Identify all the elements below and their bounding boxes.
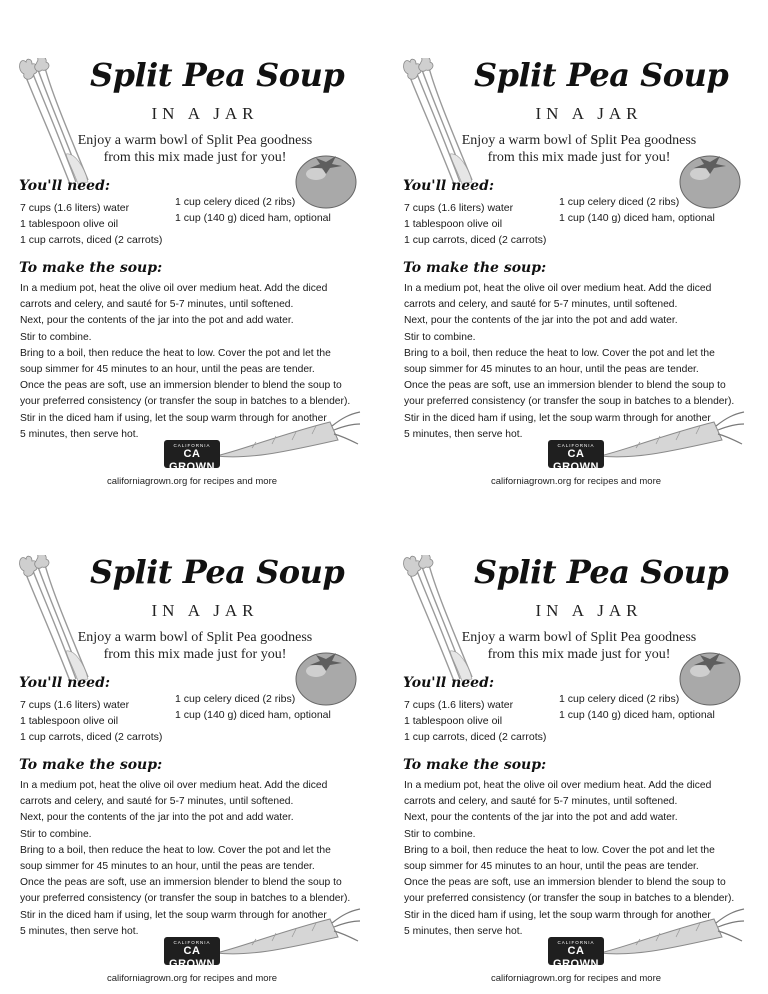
ingredients-heading: You'll need: [19, 675, 111, 691]
instruction-line: carrots and celery, and sauté for 5-7 minutes, until softened. [20, 796, 294, 808]
tagline-line-1: Enjoy a warm bowl of Split Pea goodness [461, 133, 697, 148]
tagline-line-2: from this mix made just for you! [103, 647, 287, 662]
instruction-line: your preferred consistency (or transfer the soup in batches to a blender). [404, 396, 735, 408]
instruction-line: Bring to a boil, then reduce the heat to low. Cover the pot and let the [404, 347, 715, 359]
tagline [424, 629, 734, 663]
instruction-line: Next, pour the contents of the jar into the pot and add water. [20, 315, 294, 327]
recipe-title: Split Pea Soup [90, 56, 345, 94]
ingredients-list-left [404, 697, 546, 745]
instruction-line: Bring to a boil, then reduce the heat to low. Cover the pot and let the [20, 844, 331, 856]
recipe-subtitle: IN A JAR [151, 601, 259, 620]
badge-main-text: CA GROWN [169, 945, 215, 970]
instruction-line: In a medium pot, heat the olive oil over medium heat. Add the diced [404, 283, 712, 294]
instructions-list [20, 281, 365, 443]
instruction-line: 5 minutes, then serve hot. [404, 428, 523, 440]
ingredients-list-right [175, 691, 331, 723]
ingredient-item: 1 tablespoon olive oil [20, 715, 119, 727]
instructions-list [404, 778, 749, 940]
instruction-line: Stir in the diced ham if using, let the soup warm through for another [20, 412, 327, 424]
ca-grown-logo [164, 440, 220, 473]
ingredients-list-left [20, 200, 162, 248]
instruction-line: Bring to a boil, then reduce the heat to low. Cover the pot and let the [20, 347, 331, 359]
instruction-line: Next, pour the contents of the jar into the pot and add water. [404, 315, 678, 327]
ingredient-item: 1 cup carrots, diced (2 carrots) [20, 234, 163, 246]
instruction-line: 5 minutes, then serve hot. [20, 925, 139, 937]
instruction-line: In a medium pot, heat the olive oil over medium heat. Add the diced [404, 780, 712, 791]
badge-top-text: CALIFORNIA [173, 443, 211, 448]
instruction-line: soup simmer for 45 minutes to an hour, until the peas are tender. [404, 861, 699, 873]
tagline-line-2: from this mix made just for you! [103, 150, 287, 165]
instruction-line: In a medium pot, heat the olive oil over medium heat. Add the diced [20, 780, 328, 791]
recipe-card-top-left [0, 0, 384, 497]
instructions-heading: To make the soup: [19, 757, 163, 773]
instruction-line: Once the peas are soft, use an immersion blender to blend the soup to [20, 380, 342, 392]
instruction-line: In a medium pot, heat the olive oil over medium heat. Add the diced [20, 283, 328, 294]
instruction-line: Once the peas are soft, use an immersion blender to blend the soup to [20, 877, 342, 889]
instruction-line: carrots and celery, and sauté for 5-7 minutes, until softened. [404, 796, 678, 808]
recipe-title: Split Pea Soup [474, 56, 729, 94]
tagline-line-1: Enjoy a warm bowl of Split Pea goodness [77, 133, 313, 148]
instruction-line: soup simmer for 45 minutes to an hour, until the peas are tender. [20, 861, 315, 873]
ingredient-item: 1 cup (140 g) diced ham, optional [559, 709, 715, 721]
ingredients-list-right [559, 194, 715, 226]
website-link[interactable]: californiagrown.org for recipes and more [490, 973, 662, 984]
instruction-line: Stir to combine. [404, 331, 476, 343]
recipe-subtitle: IN A JAR [535, 104, 643, 123]
instruction-line: Bring to a boil, then reduce the heat to low. Cover the pot and let the [404, 844, 715, 856]
instruction-line: Next, pour the contents of the jar into the pot and add water. [20, 812, 294, 824]
instruction-line: Stir to combine. [404, 828, 476, 840]
celery-illustration [18, 555, 96, 687]
website-link[interactable]: californiagrown.org for recipes and more [490, 476, 662, 487]
instruction-line: Next, pour the contents of the jar into the pot and add water. [404, 812, 678, 824]
ingredients-heading: You'll need: [19, 178, 111, 194]
instruction-line: your preferred consistency (or transfer the soup in batches to a blender). [20, 893, 351, 905]
instruction-line: soup simmer for 45 minutes to an hour, until the peas are tender. [404, 364, 699, 376]
recipe-title: Split Pea Soup [90, 553, 345, 591]
ingredient-item: 1 cup celery diced (2 ribs) [175, 693, 296, 705]
ingredient-item: 1 cup celery diced (2 ribs) [559, 693, 680, 705]
tagline-line-1: Enjoy a warm bowl of Split Pea goodness [77, 630, 313, 645]
ingredients-list-left [404, 200, 546, 248]
ca-grown-logo [548, 440, 604, 473]
instructions-heading: To make the soup: [403, 260, 547, 276]
instruction-line: Stir to combine. [20, 828, 92, 840]
tagline-line-2: from this mix made just for you! [487, 647, 671, 662]
instruction-line: soup simmer for 45 minutes to an hour, until the peas are tender. [20, 364, 315, 376]
ingredient-item: 1 cup carrots, diced (2 carrots) [404, 731, 547, 743]
ca-grown-logo [164, 937, 220, 970]
instruction-line: Stir in the diced ham if using, let the soup warm through for another [404, 909, 711, 921]
instruction-line: carrots and celery, and sauté for 5-7 minutes, until softened. [20, 299, 294, 311]
instruction-line: carrots and celery, and sauté for 5-7 minutes, until softened. [404, 299, 678, 311]
recipe-card-top-right [384, 0, 768, 497]
ingredient-item: 1 cup (140 g) diced ham, optional [175, 212, 331, 224]
ingredients-list-left [20, 697, 162, 745]
instructions-heading: To make the soup: [19, 260, 163, 276]
instruction-line: Once the peas are soft, use an immersion blender to blend the soup to [404, 877, 726, 889]
ingredient-item: 1 cup carrots, diced (2 carrots) [20, 731, 163, 743]
instruction-line: Once the peas are soft, use an immersion blender to blend the soup to [404, 380, 726, 392]
recipe-title: Split Pea Soup [474, 553, 729, 591]
instructions-heading: To make the soup: [403, 757, 547, 773]
celery-illustration [18, 58, 96, 190]
ingredient-item: 1 tablespoon olive oil [404, 218, 503, 230]
instruction-line: Stir to combine. [20, 331, 92, 343]
tagline-line-1: Enjoy a warm bowl of Split Pea goodness [461, 630, 697, 645]
ingredient-item: 7 cups (1.6 liters) water [20, 699, 130, 711]
ingredient-item: 7 cups (1.6 liters) water [404, 699, 514, 711]
instructions-list [20, 778, 365, 940]
website-link[interactable]: californiagrown.org for recipes and more [106, 476, 278, 487]
instruction-line: 5 minutes, then serve hot. [404, 925, 523, 937]
ingredient-item: 1 cup (140 g) diced ham, optional [175, 709, 331, 721]
instruction-line: your preferred consistency (or transfer the soup in batches to a blender). [404, 893, 735, 905]
ingredient-item: 7 cups (1.6 liters) water [20, 202, 130, 214]
ingredient-item: 1 tablespoon olive oil [404, 715, 503, 727]
ingredient-item: 1 cup celery diced (2 ribs) [175, 196, 296, 208]
badge-top-text: CALIFORNIA [173, 940, 211, 945]
tagline [40, 629, 350, 663]
tagline [40, 132, 350, 166]
ingredients-heading: You'll need: [403, 675, 495, 691]
badge-top-text: CALIFORNIA [557, 940, 595, 945]
ingredient-item: 1 cup celery diced (2 ribs) [559, 196, 680, 208]
ingredients-heading: You'll need: [403, 178, 495, 194]
tagline-line-2: from this mix made just for you! [487, 150, 671, 165]
ingredient-item: 1 cup carrots, diced (2 carrots) [404, 234, 547, 246]
recipe-card-bottom-right [384, 497, 768, 994]
ingredients-list-right [559, 691, 715, 723]
instruction-line: your preferred consistency (or transfer the soup in batches to a blender). [20, 396, 351, 408]
instruction-line: Stir in the diced ham if using, let the soup warm through for another [20, 909, 327, 921]
instruction-line: 5 minutes, then serve hot. [20, 428, 139, 440]
website-link[interactable]: californiagrown.org for recipes and more [106, 973, 278, 984]
ca-grown-logo [548, 937, 604, 970]
ingredient-item: 7 cups (1.6 liters) water [404, 202, 514, 214]
ingredients-list-right [175, 194, 331, 226]
recipe-card-bottom-left [0, 497, 384, 994]
celery-illustration [402, 58, 480, 190]
instructions-list [404, 281, 749, 443]
recipe-subtitle: IN A JAR [151, 104, 259, 123]
ingredient-item: 1 tablespoon olive oil [20, 218, 119, 230]
badge-top-text: CALIFORNIA [557, 443, 595, 448]
ingredient-item: 1 cup (140 g) diced ham, optional [559, 212, 715, 224]
badge-main-text: CA GROWN [169, 448, 215, 473]
instruction-line: Stir in the diced ham if using, let the soup warm through for another [404, 412, 711, 424]
recipe-subtitle: IN A JAR [535, 601, 643, 620]
badge-main-text: CA GROWN [553, 945, 599, 970]
badge-main-text: CA GROWN [553, 448, 599, 473]
tagline [424, 132, 734, 166]
celery-illustration [402, 555, 480, 687]
